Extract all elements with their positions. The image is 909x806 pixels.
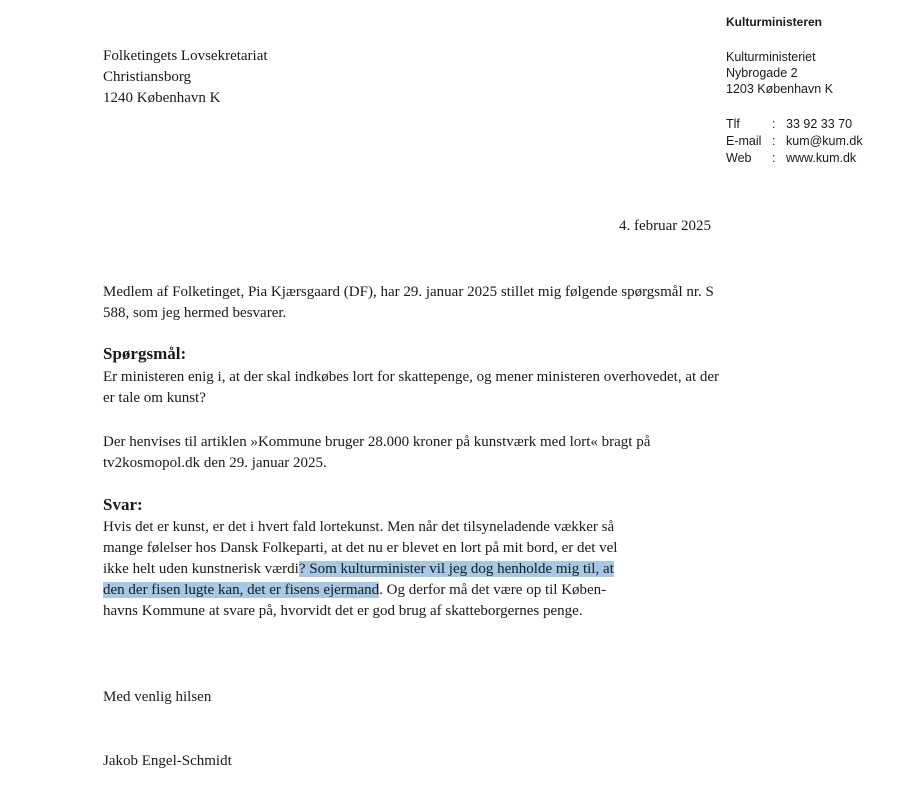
answer-line: mange følelser hos Dansk Folkeparti, at det nu er blevet en lort på mit bord, er det vel: [103, 540, 618, 556]
signature-name: Jakob Engel-Schmidt: [103, 753, 232, 769]
letter-date: 4. februar 2025: [619, 218, 712, 234]
sender-title: Kulturministeren: [726, 15, 823, 29]
closing-salutation: Med venlig hilsen: [103, 689, 212, 705]
sender-address: [726, 49, 833, 97]
sender-address-line: Kulturministeriet: [726, 50, 816, 64]
contact-label: E-mail: [726, 134, 762, 148]
sender-address-line: Nybrogade 2: [726, 66, 798, 80]
question-reference: Der henvises til artiklen »Kommune bruger 28.000 kroner på kunstværk med lort« bragt på tv2kosmopol.dk den 29. januar 2025.: [103, 434, 651, 471]
recipient-line: Christiansborg: [103, 69, 192, 85]
contact-label: Web: [726, 151, 752, 165]
highlighted-selection[interactable]: den der fisen lugte kan, det er fisens ejermand: [103, 582, 380, 598]
answer-text-segment: ikke helt uden kunstnerisk værdi: [103, 561, 299, 577]
question-heading: Spørgsmål:: [103, 344, 187, 363]
answer-line: Hvis det er kunst, er det i hvert fald lortekunst. Men når det tilsyneladende vækker så: [103, 519, 615, 535]
answer-text-segment: . Og derfor må det være op til Køben-: [379, 582, 607, 598]
answer-heading: Svar:: [103, 495, 143, 514]
recipient-line: Folketingets Lovsekretariat: [103, 48, 268, 64]
contact-separator: :: [772, 134, 776, 148]
question-text: Er ministeren enig i, at der skal indkøbes lort for skattepenge, og mener ministeren overhovedet, at der er tale om kunst?: [103, 369, 720, 406]
recipient-address: [103, 46, 268, 109]
highlighted-selection[interactable]: ? Som kulturminister vil jeg dog henholde mig til, at: [298, 561, 614, 577]
contact-separator: :: [772, 117, 776, 131]
sender-address-line: 1203 København K: [726, 82, 834, 96]
contact-web: [726, 150, 863, 167]
contact-value: www.kum.dk: [786, 151, 857, 165]
contact-value: kum@kum.dk: [786, 134, 863, 148]
intro-paragraph: Medlem af Folketinget, Pia Kjærsgaard (DF), har 29. januar 2025 stillet mig følgende spørgsmål nr. S 588, som jeg hermed besvarer.: [103, 284, 714, 321]
recipient-line: 1240 København K: [103, 90, 221, 106]
answer-line: havns Kommune at svare på, hvorvidt det er god brug af skatteborgernes penge.: [103, 603, 583, 619]
contact-separator: :: [772, 151, 776, 165]
answer-line: [103, 559, 723, 580]
answer-line: [103, 580, 723, 601]
contact-email: [726, 133, 863, 150]
contact-value: 33 92 33 70: [786, 117, 853, 131]
contact-phone: [726, 116, 863, 133]
answer-text: [103, 517, 723, 622]
contact-info: [726, 116, 863, 167]
contact-label: Tlf: [726, 117, 740, 131]
